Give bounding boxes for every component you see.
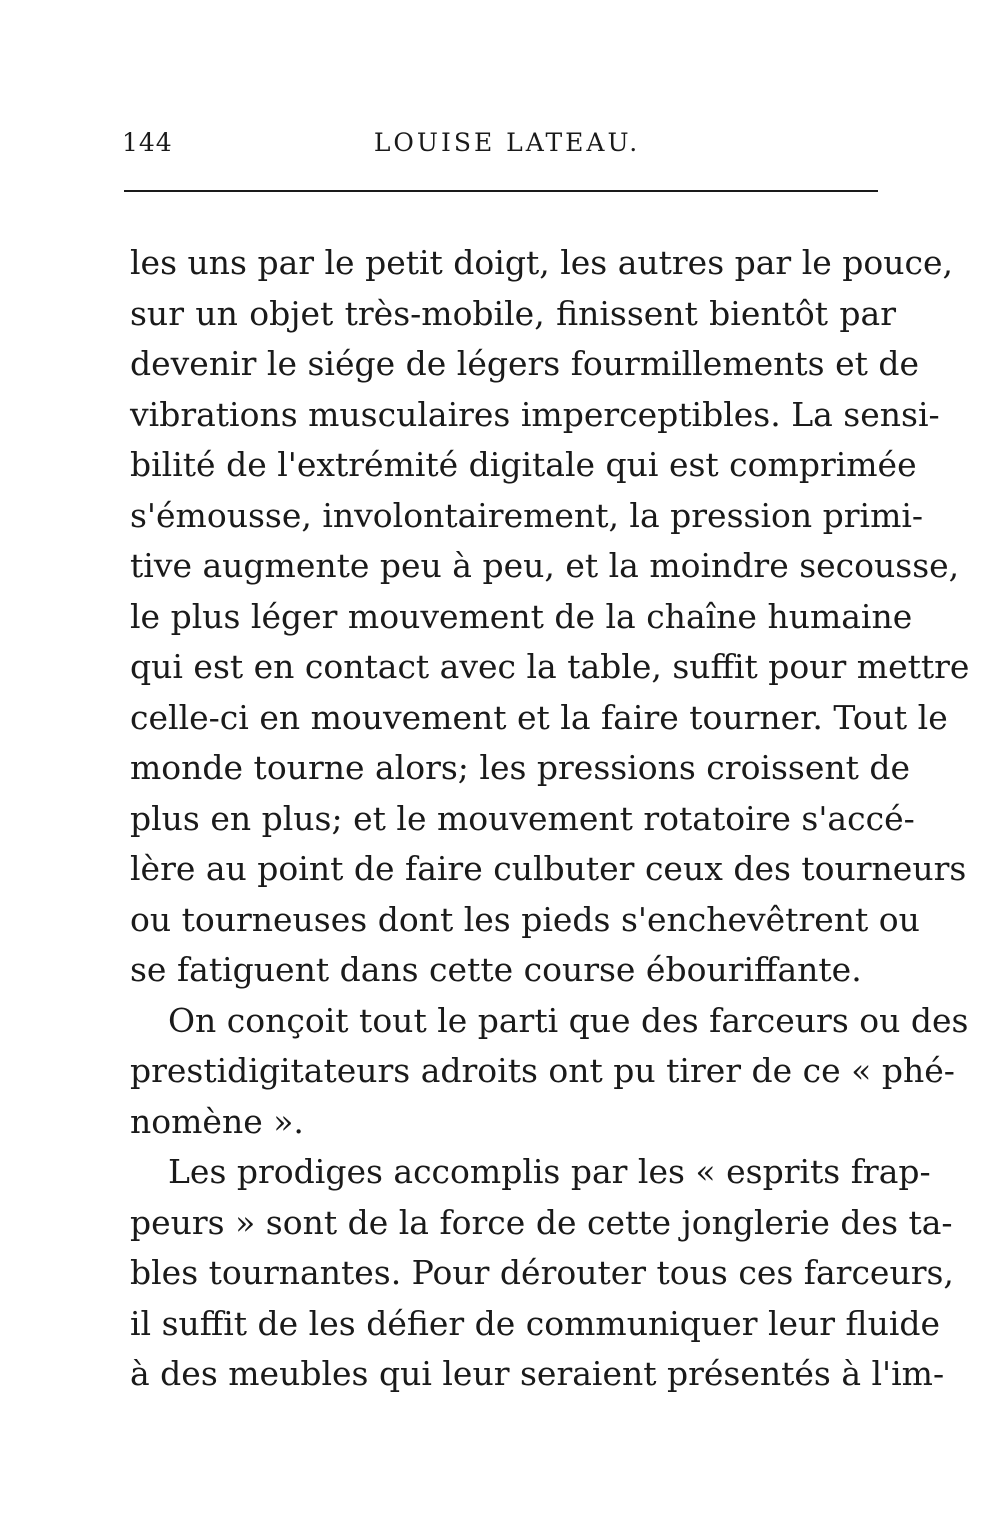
running-title: LOUISE LATEAU. <box>373 128 641 157</box>
paragraph <box>130 238 970 996</box>
text-line: lère au point de faire culbuter ceux des tourneurs <box>130 849 967 888</box>
text-line: peurs » sont de la force de cette jonglerie des ta- <box>130 1202 953 1242</box>
text-line: vibrations musculaires imperceptibles. La sensi- <box>130 394 940 434</box>
text-line: On conçoit tout le parti que des farceurs ou des <box>168 1000 969 1040</box>
text-line: Les prodiges accomplis par les « esprits frap- <box>168 1152 931 1191</box>
body-text <box>130 238 970 1400</box>
text-line: tive augmente peu à peu, et la moindre secousse, <box>130 546 960 585</box>
text-line: celle-ci en mouvement et la faire tourner. Tout le <box>130 697 948 737</box>
text-line: s'émousse, involontairement, la pression primi- <box>130 495 924 535</box>
text-line: bles tournantes. Pour dérouter tous ces farceurs, <box>130 1253 954 1292</box>
text-line: devenir le siége de légers fourmillements et de <box>130 344 920 383</box>
paragraph <box>130 1147 954 1400</box>
page-number: 144 <box>122 128 173 157</box>
text-line: prestidigitateurs adroits ont pu tirer de ce « phé- <box>130 1051 955 1090</box>
text-line: ou tourneuses dont les pieds s'enchevêtrent ou <box>130 899 920 939</box>
text-line: monde tourne alors; les pressions croissent de <box>130 748 911 787</box>
text-line: qui est en contact avec la table, suffit pour mettre <box>130 647 970 686</box>
text-line: nomène ». <box>130 1101 304 1141</box>
text-line: se fatiguent dans cette course ébouriffante. <box>130 950 862 989</box>
text-line: bilité de l'extrémité digitale qui est comprimée <box>130 445 917 484</box>
text-line: le plus léger mouvement de la chaîne humaine <box>130 596 913 636</box>
running-header <box>122 128 876 168</box>
text-line: les uns par le petit doigt, les autres par le pouce, <box>130 243 954 282</box>
paragraph <box>130 996 969 1148</box>
text-line: il suffit de les défier de communiquer leur fluide <box>130 1303 941 1343</box>
text-line: plus en plus; et le mouvement rotatoire s'accé- <box>130 798 915 838</box>
header-rule <box>124 190 878 192</box>
text-line: sur un objet très-mobile, finissent bientôt par <box>130 293 896 333</box>
text-line: à des meubles qui leur seraient présentés à l'im- <box>130 1354 945 1393</box>
